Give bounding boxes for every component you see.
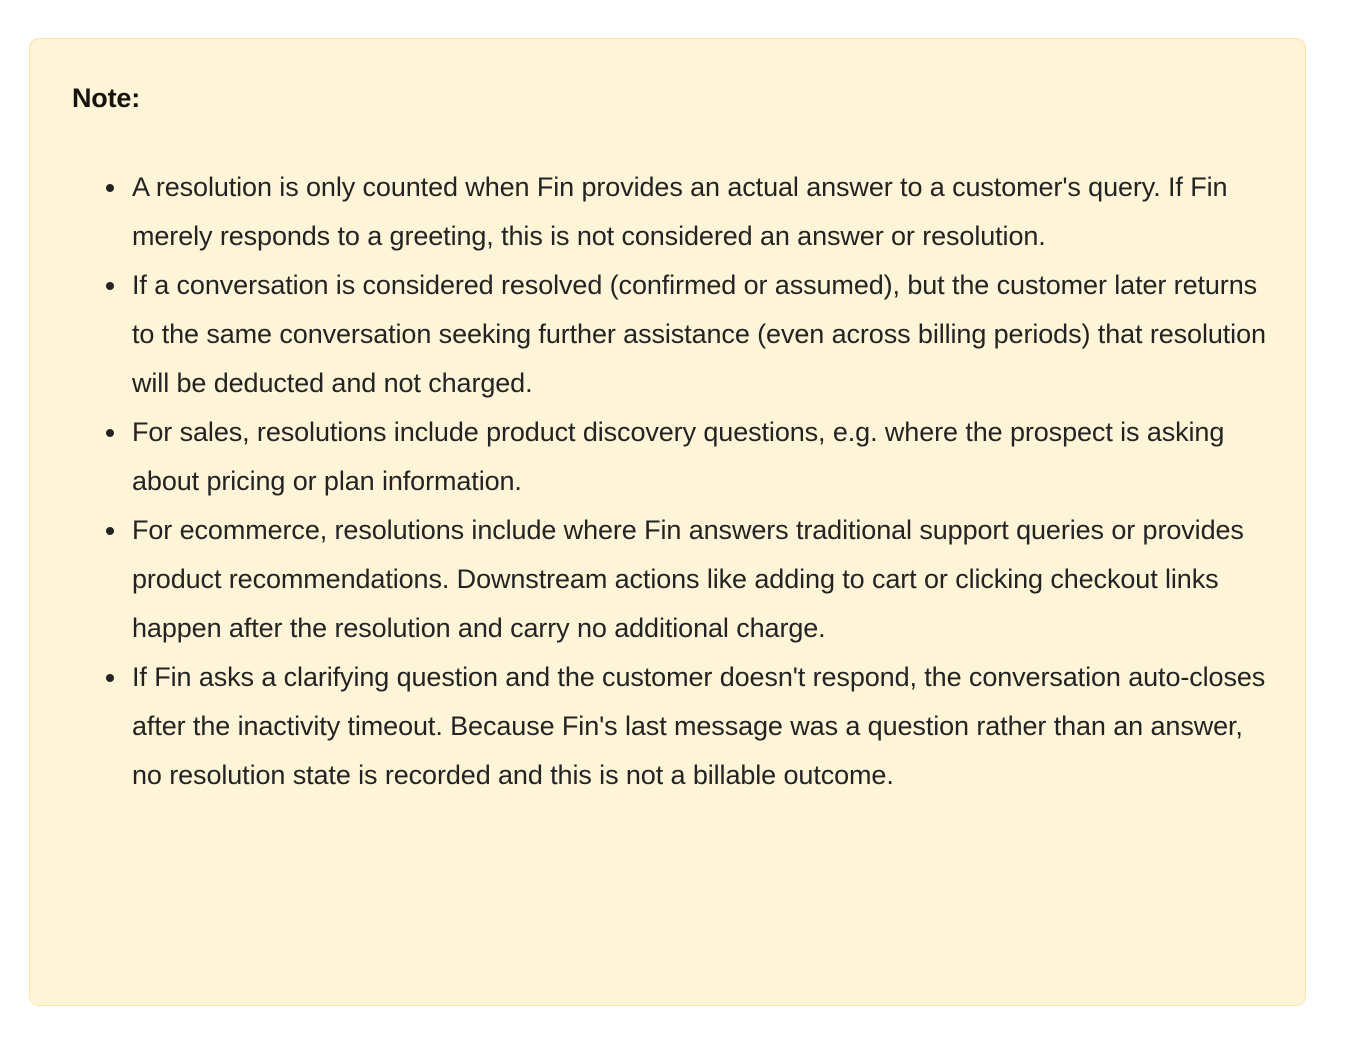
note-callout: [29, 38, 1306, 1006]
list-item: [132, 506, 1267, 653]
list-item-text: A resolution is only counted when Fin provides an actual answer to a customer's query. If Fin merely responds to a greeting, this is not considered an answer or resolution.: [132, 172, 1228, 251]
list-item-text: For ecommerce, resolutions include where Fin answers traditional support queries or provides product recommendations. Downstream actions like adding to cart or clicking checkout links happen after the resolution and carry no additional charge.: [132, 515, 1244, 643]
list-item-text: If a conversation is considered resolved (confirmed or assumed), but the customer later returns to the same conversation seeking further assistance (even across billing periods) that resolution will be deducted and not charged.: [132, 270, 1266, 398]
bullet-icon: [106, 527, 114, 535]
bullet-icon: [106, 674, 114, 682]
note-list: [132, 163, 1267, 800]
list-item-text: If Fin asks a clarifying question and the customer doesn't respond, the conversation auto-closes after the inactivity timeout. Because Fin's last message was a question rather than an answer, no resolution state is recorded and this is not a billable outcome.: [132, 662, 1266, 790]
list-item: [132, 163, 1267, 261]
list-item: [132, 408, 1267, 506]
list-item: [132, 261, 1267, 408]
bullet-icon: [106, 282, 114, 290]
list-item-text: For sales, resolutions include product discovery questions, e.g. where the prospect is asking about pricing or plan information.: [132, 417, 1225, 496]
list-item: [132, 653, 1267, 800]
bullet-icon: [106, 184, 114, 192]
note-title: Note:: [72, 83, 140, 113]
bullet-icon: [106, 429, 114, 437]
